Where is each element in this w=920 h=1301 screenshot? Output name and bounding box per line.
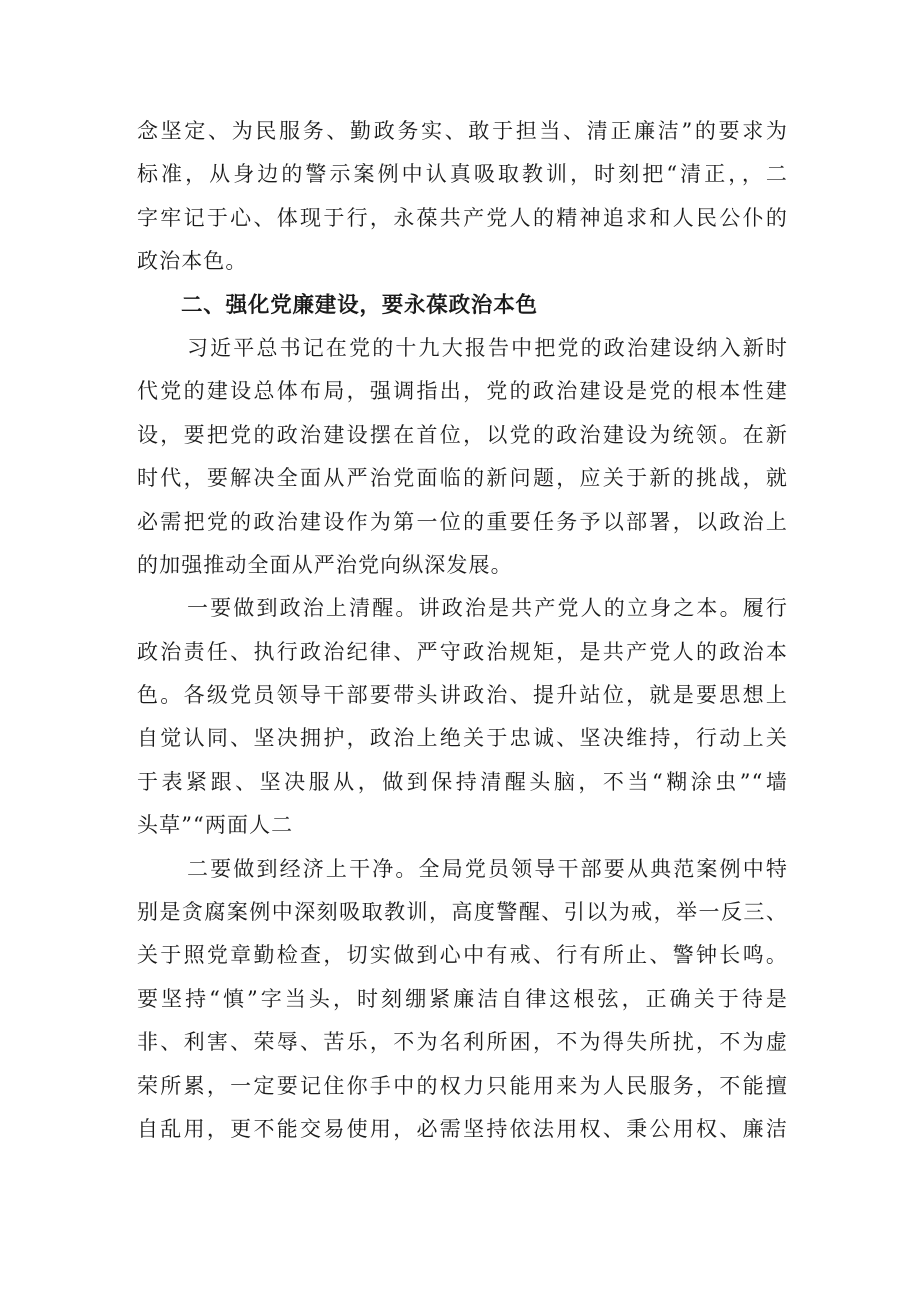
text-line-22: 非、利害、荣辱、苦乐，不为名利所困，不为得失所扰，不为虚 — [137, 1030, 788, 1055]
text-line-18: 二要做到经济上干净。全局党员领导干部要从典范案例中特 — [187, 856, 788, 881]
text-line-6: 习近平总书记在党的十九大报告中把党的政治建设纳入新时 — [187, 335, 788, 360]
text-line-19: 别是贪腐案例中深刻吸取教训，高度警醒、引以为戒，举一反三、 — [137, 900, 788, 925]
text-line-15: 自觉认同、坚决拥护，政治上绝关于忠诚、坚决维持，行动上关 — [137, 726, 788, 751]
text-line-20: 关于照党章勤检查，切实做到心中有戒、行有所止、警钟长鸣。 — [137, 943, 788, 968]
text-line-21: 要坚持“慎”字当头，时刻绷紧廉洁自律这根弦，正确关于待是 — [137, 986, 788, 1011]
text-line-1: 念坚定、为民服务、勤政务实、敢于担当、清正廉洁”的要求为 — [137, 119, 788, 143]
text-line-24: 自乱用，更不能交易使用，必需坚持依法用权、秉公用权、廉洁 — [137, 1116, 788, 1141]
text-line-11: 的加强推动全面从严治党向纵深发展。 — [137, 552, 513, 577]
text-line-17: 头草”“两面人二 — [137, 813, 294, 838]
section-heading: 二、强化党廉建设，要永葆政治本色 — [181, 292, 538, 318]
text-line-4: 政治本色。 — [137, 249, 248, 274]
text-line-16: 于表紧跟、坚决服从，做到保持清醒头脑，不当“糊涂虫”“墙 — [137, 769, 788, 794]
text-line-2: 标准，从身边的警示案例中认真吸取教训，时刻把“清正，，二 — [137, 162, 788, 187]
text-line-8: 设，要把党的政治建设摆在首位，以党的政治建设为统领。在新 — [137, 422, 788, 447]
text-line-14: 色。各级党员领导干部要带头讲政治、提升站位，就是要思想上 — [137, 683, 788, 708]
text-line-9: 时代，要解决全面从严治党面临的新问题，应关于新的挑战，就 — [137, 466, 788, 491]
text-line-23: 荣所累，一定要记住你手中的权力只能用来为人民服务，不能擅 — [137, 1073, 788, 1098]
text-line-3: 字牢记于心、体现于行，永葆共产党人的精神追求和人民公仆的 — [137, 205, 788, 230]
document-body — [137, 110, 788, 1151]
text-line-7: 代党的建设总体布局，强调指出，党的政治建设是党的根本性建 — [137, 379, 788, 404]
text-line-10: 必需把党的政治建设作为第一位的重要任务予以部署，以政治上 — [137, 509, 788, 534]
text-line-12: 一要做到政治上清醒。讲政治是共产党人的立身之本。履行 — [187, 596, 788, 621]
text-line-13: 政治责任、执行政治纪律、严守政治规矩，是共产党人的政治本 — [137, 639, 788, 664]
